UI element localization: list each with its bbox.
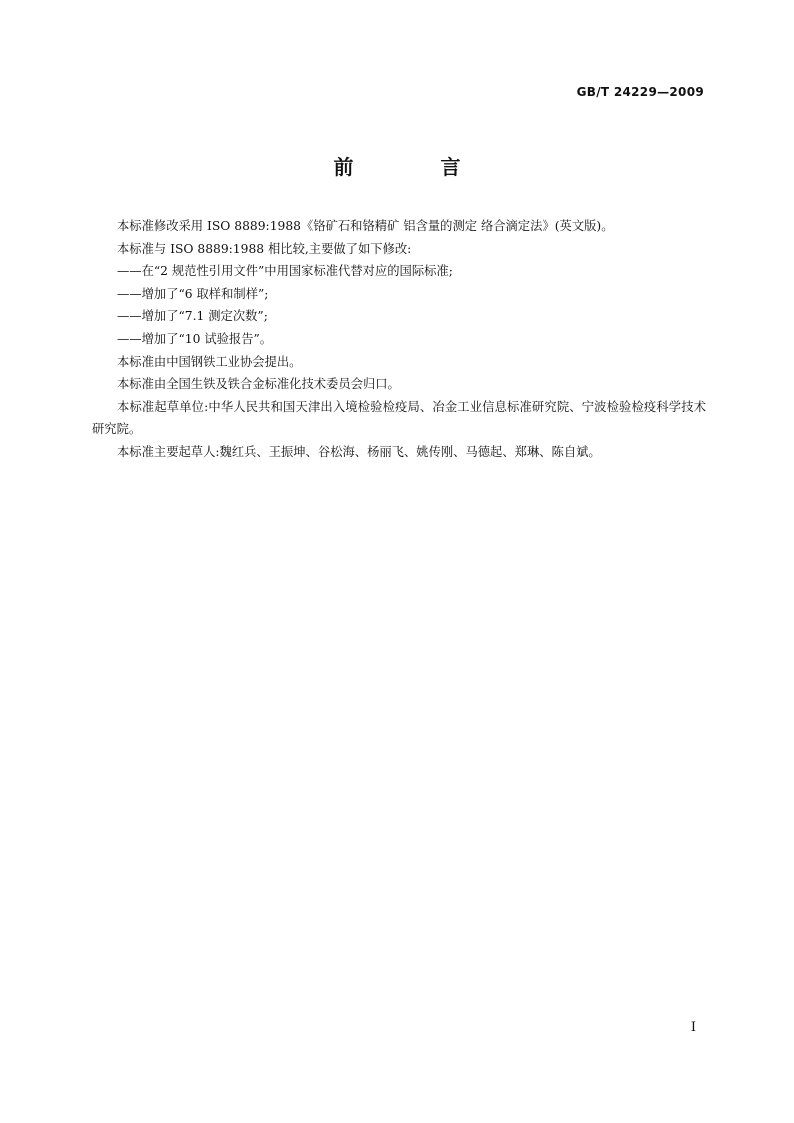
paragraph-drafting-units: 本标准起草单位:中华人民共和国天津出入境检验检疫局、冶金工业信息标准研究院、宁波检验检疫科学技术研究院。 [92,399,706,437]
modification-item: ——在“2 规范性引用文件”中用国家标准代替对应的国际标准; [117,264,453,279]
paragraph-comparison: 本标准与 ISO 8889:1988 相比较,主要做了如下修改: [117,241,412,256]
paragraph-drafters: 本标准主要起草人:魏红兵、王振坤、谷松海、杨丽飞、姚传刚、马德起、郑琳、陈自斌。 [117,444,601,459]
foreword-body [92,215,706,464]
paragraph-proposer: 本标准由中国钢铁工业协会提出。 [117,354,302,369]
paragraph-adoption: 本标准修改采用 ISO 8889:1988《铬矿石和铬精矿 铝含量的测定 络合滴定法》(英文版)。 [117,219,614,233]
modification-item: ——增加了“7.1 测定次数”; [117,309,268,324]
paragraph-committee: 本标准由全国生铁及铁合金标准化技术委员会归口。 [117,377,400,392]
page-number: I [690,1020,696,1035]
modification-item: ——增加了“10 试验报告”。 [117,331,273,346]
modification-item: ——增加了“6 取样和制样”; [117,286,269,301]
page-title: 前 言 [333,155,501,179]
standard-code: GB/T 24229—2009 [576,85,704,99]
